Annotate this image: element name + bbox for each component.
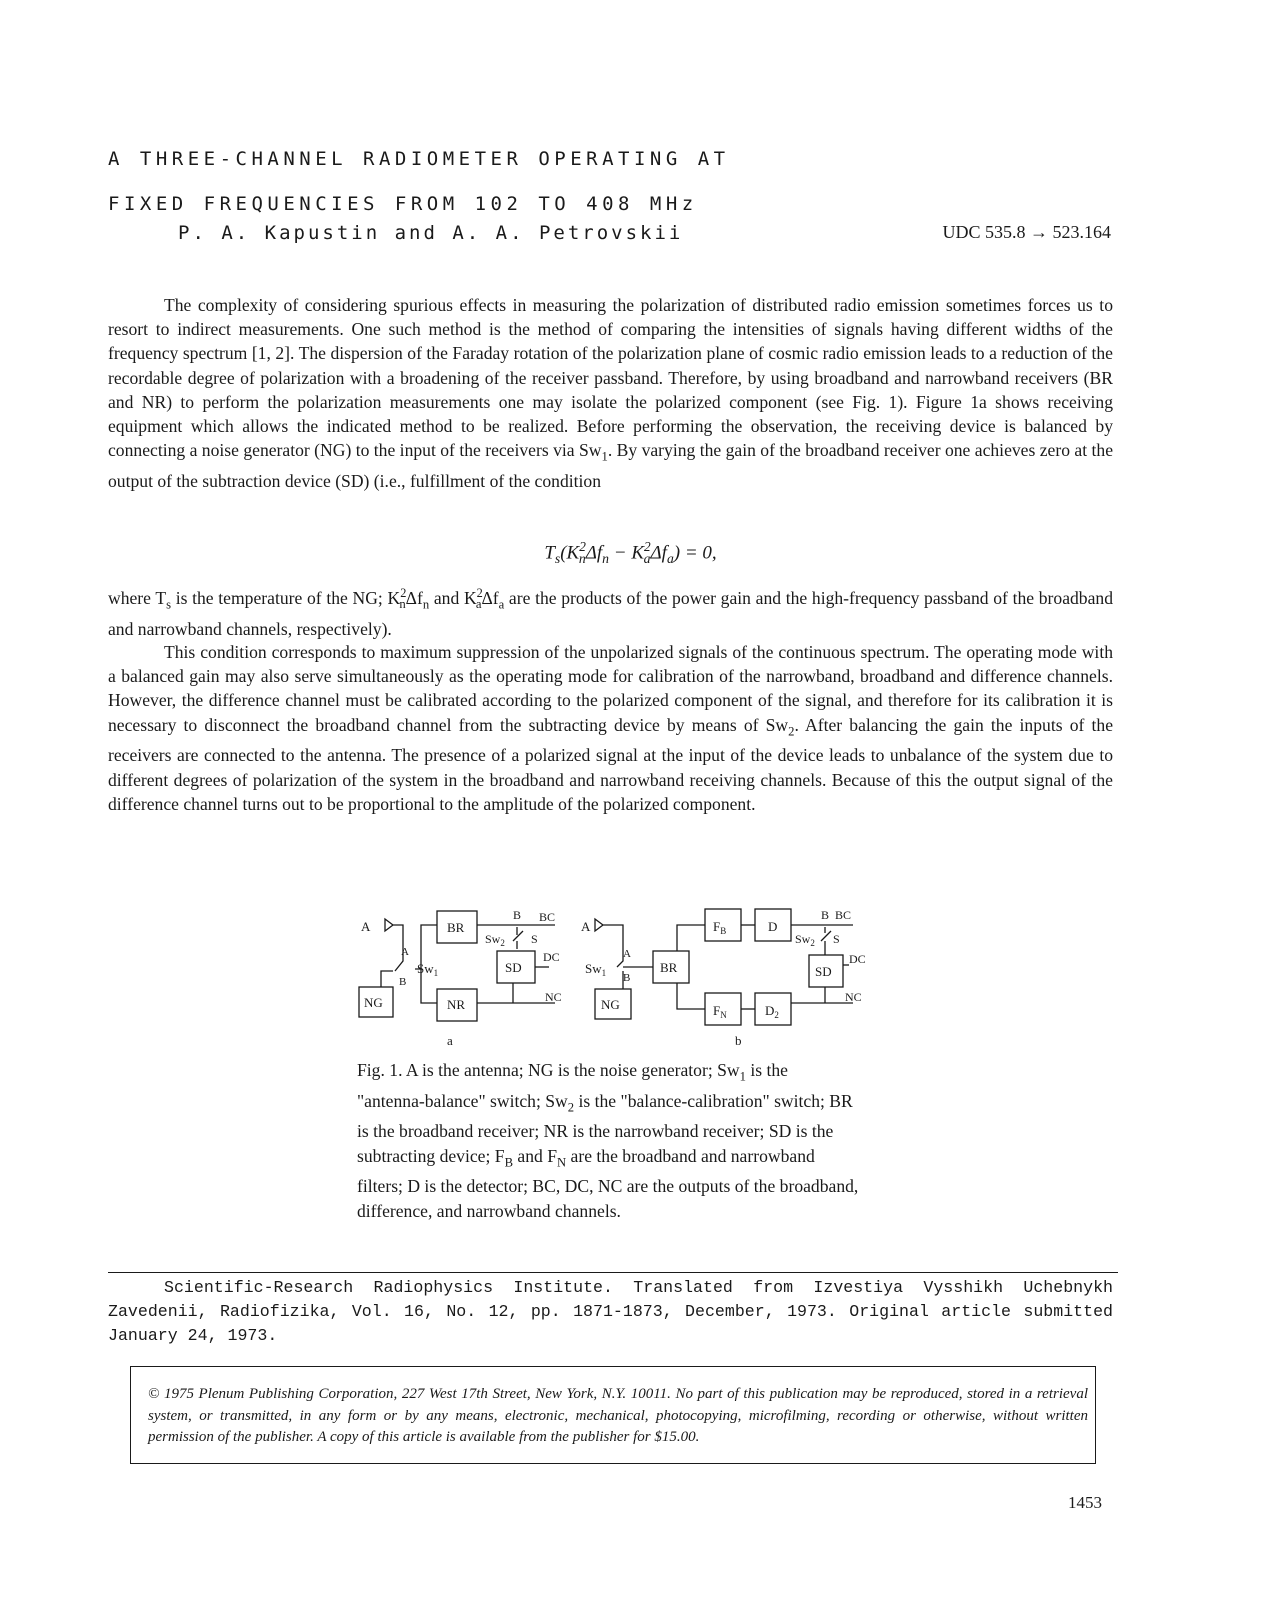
antenna-icon-a [385,919,403,941]
udc-code: UDC 535.8 → 523.164 [942,222,1111,242]
antenna-label-a: A [361,919,371,934]
svg-text:NG: NG [364,995,383,1010]
svg-text:D: D [768,919,778,934]
svg-text:B: B [513,908,522,922]
paragraph-intro: The complexity of considering spurious effects in measuring the polarization of distributed radio emission sometimes forces us to resort to indirect measurements. One such method is the method of comparing the intensities of signals having different widths of the frequency spectrum [1, 2]. The dispersion of the Faraday rotation of the polarization plane of cosmic radio emission leads to a reduction of the recordable degree of polarization with a broadening of the receiver passband. Therefore, by using broadband and narrowband receivers (BR and NR) to perform the polarization measurements one may isolate the polarized component (see Fig. 1). Figure 1a shows receiving equipment which allows the indicated method to be realized. Before performing the observation, the receiving device is balanced by connecting a noise generator (NG) to the input of the receivers via $Sw_1$. By varying the gain of the broadband receiver one achieves zero at the output of the subtraction device (SD) (i.e., fulfillment of the condition [108,295,1114,491]
diagram-panel-b [581,908,866,1048]
svg-text:BC: BC [539,910,556,924]
svg-text:S: S [531,932,538,946]
switch1-label-a: $Sw_1$ [417,961,439,978]
switch2-contact-b [821,927,831,955]
svg-text:A: A [623,948,631,960]
svg-text:NG: NG [601,997,620,1012]
diagram-panel-a [359,908,562,1048]
svg-text:A: A [401,946,409,958]
svg-text:NC: NC [545,990,562,1004]
svg-text:D2: $D_2$ [765,1003,779,1020]
switch1-label-b: $Sw_1$ [585,961,607,978]
switch1-contact-b [617,941,653,989]
svg-text:BR: BR [660,960,678,975]
svg-text:BC: BC [835,908,852,922]
panel-label-b: b [735,1033,742,1048]
svg-text:NR: NR [447,997,466,1012]
svg-text:B: B [399,976,407,988]
broadband-filter-block-b [705,909,741,941]
svg-text:BR: BR [447,920,465,935]
footnote-divider [108,1272,1118,1273]
antenna-icon-b [595,919,623,941]
paragraph-equation-note: where $T_s$ is the temperature of the NG; $K^2_n\Delta f_n$ and $K^2_a\Delta f_a$ are the products of the power gain and the high-frequency passband of the broadband and narrowband channels, respectively). [108,586,1113,639]
svg-text:FN: $F_N$ [713,1003,727,1020]
svg-text:DC: DC [543,950,560,964]
figure-caption: Fig. 1. A is the antenna; NG is the noise generator; $Sw_1$ is the "antenna-balance" switch; $Sw_2$ is the "balance-calibration" switch; BR is the broadband receiver; NR is the narrowband receiver; SD is the subtracting device; $F_B$ and $F_N$ are the broadband and narrowband filters; D is the detector; BC, DC, NC are the outputs of the broadband, difference, and narrowband channels. [357,1060,859,1221]
switch2-label-a: $Sw_2$ [485,932,505,948]
article-title [108,137,1008,227]
panel-label-a: a [447,1033,453,1048]
antenna-label-b: A [581,919,591,934]
svg-text:S: S [833,932,840,946]
title-line-2: FIXED FREQUENCIES FROM 102 TO 408 MHz [108,193,698,215]
svg-text:SD: SD [815,964,832,979]
copyright-notice: © 1975 Plenum Publishing Corporation, 227 West 17th Street, New York, N.Y. 10011. No part of this publication may be reproduced, stored in a retrieval system, or transmitted, in any form or by any means, electronic, mechanical, photocopying, microfilming, recording or otherwise, without written permission of the publisher. A copy of this article is available from the publisher for $15.00. [148,1386,1088,1445]
svg-text:B: B [623,972,631,984]
svg-text:NC: NC [845,990,862,1004]
narrowband-filter-block-b [705,993,741,1025]
svg-text:B: B [821,908,830,922]
paragraph-text: The complexity of considering spurious effects in measuring the polarization of distributed radio emission sometimes forces us to resort to indirect measurements. One such method is the method of comparing the intensities of signals having different widths of the frequency spectrum [1, 2]. The dispersion of the Faraday rotation of the polarization plane of cosmic radio emission leads to a reduction of the recordable degree of polarization with a broadening of the receiver passband. Therefore, by using broadband and narrowband receivers (BR and NR) to perform the polarization measurements one may isolate the polarized component (see Fig. 1). Figure 1a shows receiving equipment which allows the indicated method to be realized. Before performing the observation, the receiving device is balanced by connecting a noise generator (NG) to the input of the receivers via Sw [108,295,1113,461]
title-line-1: A THREE-CHANNEL RADIOMETER OPERATING AT [108,148,730,170]
balance-equation: $T_s(K^2_n\Delta f_n - K^2_a\Delta f_a) = 0$, [544,539,717,567]
author-list: P. A. Kapustin and A. A. Petrovskii [178,222,684,244]
paragraph-calibration: This condition corresponds to maximum suppression of the unpolarized signals of the continuous spectrum. The operating mode with a balanced gain may also serve simultaneously as the operating mode for calibration of the narrowband, broadband and difference channels. However, the difference channel must be calibrated according to the polarized component of the signal, and therefore for its calibration it is necessary to disconnect the broadband channel from the subtracting device by means of $Sw_2$. After balancing the gain the inputs of the receivers are connected to the antenna. The presence of a polarized signal at the input of the device leads to unbalance of the system due to different degrees of polarization of the system in the broadband and narrowband receiving channels. Because of this the output signal of the difference channel turns out to be proportional to the amplitude of the polarized component. [108,642,1113,814]
svg-text:FB: $F_B$ [713,919,727,936]
switch2-label-b: $Sw_2$ [795,932,815,948]
switch2-contact-a [513,927,523,949]
footnote: Scientific-Research Radiophysics Institute. Translated from Izvestiya Vysshikh Uchebnykh Zavedenii, Radiofizika, Vol. 16, No. 12, pp. 1871-1873, December, 1973. Original article submitted January 24, 1973. [108,1278,1113,1345]
block-diagram [355,905,875,1065]
page-number: 1453 [1068,1493,1102,1512]
svg-text:DC: DC [849,952,866,966]
svg-text:SD: SD [505,960,522,975]
